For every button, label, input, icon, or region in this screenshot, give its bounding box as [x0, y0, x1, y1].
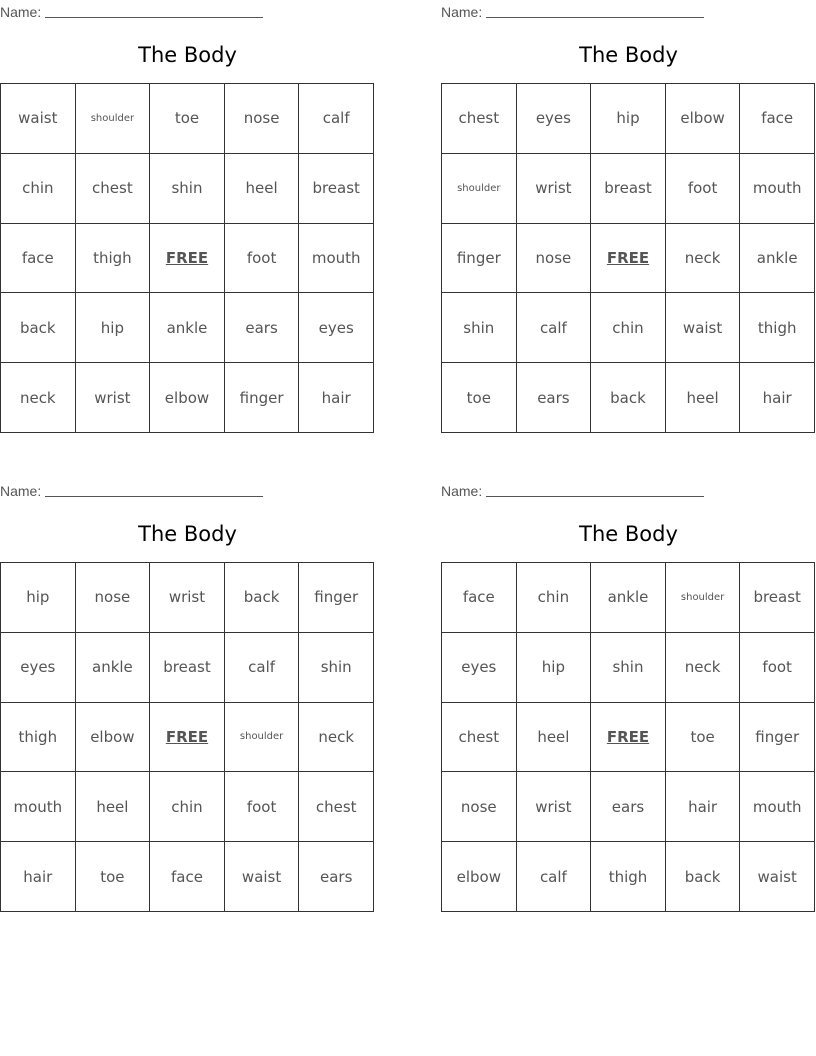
bingo-cell[interactable]: chest	[299, 772, 374, 842]
bingo-cell[interactable]: elbow	[666, 84, 741, 154]
bingo-cell[interactable]: face	[1, 224, 76, 294]
name-field	[441, 481, 704, 499]
bingo-cell[interactable]: thigh	[76, 224, 151, 294]
bingo-cell[interactable]: ankle	[150, 293, 225, 363]
card-title: The Body	[138, 522, 237, 546]
bingo-cell[interactable]: hip	[591, 84, 666, 154]
name-blank-line[interactable]	[486, 484, 704, 497]
bingo-cell[interactable]: neck	[1, 363, 76, 433]
bingo-cell[interactable]: heel	[225, 154, 300, 224]
bingo-cell[interactable]: shoulder	[442, 154, 517, 224]
bingo-cell[interactable]: hair	[299, 363, 374, 433]
bingo-cell[interactable]: nose	[225, 84, 300, 154]
bingo-cell[interactable]: heel	[76, 772, 151, 842]
bingo-cell[interactable]: breast	[150, 633, 225, 703]
bingo-grid	[441, 83, 815, 433]
bingo-card-4	[441, 479, 816, 919]
bingo-cell[interactable]: wrist	[150, 563, 225, 633]
bingo-cell[interactable]: shoulder	[76, 84, 151, 154]
bingo-cell[interactable]: foot	[225, 224, 300, 294]
bingo-cell[interactable]: wrist	[517, 154, 592, 224]
bingo-cell[interactable]: finger	[299, 563, 374, 633]
bingo-cell[interactable]: chin	[150, 772, 225, 842]
bingo-cell[interactable]: chin	[517, 563, 592, 633]
bingo-cell[interactable]: breast	[591, 154, 666, 224]
bingo-cell[interactable]: chest	[442, 84, 517, 154]
card-title: The Body	[138, 43, 237, 67]
bingo-cell[interactable]: mouth	[1, 772, 76, 842]
name-label: Name:	[0, 483, 42, 499]
bingo-cell[interactable]: wrist	[517, 772, 592, 842]
bingo-cell[interactable]: hip	[1, 563, 76, 633]
bingo-cell[interactable]: FREE	[150, 224, 225, 294]
bingo-cell[interactable]: ankle	[76, 633, 151, 703]
bingo-cell[interactable]: nose	[76, 563, 151, 633]
bingo-cell[interactable]: shin	[442, 293, 517, 363]
bingo-cell[interactable]: back	[1, 293, 76, 363]
card-title: The Body	[579, 522, 678, 546]
bingo-cell[interactable]: calf	[225, 633, 300, 703]
bingo-cell[interactable]: eyes	[442, 633, 517, 703]
bingo-cell[interactable]: hip	[517, 633, 592, 703]
bingo-cell[interactable]: thigh	[1, 703, 76, 773]
bingo-cell[interactable]: FREE	[591, 703, 666, 773]
bingo-cell[interactable]: elbow	[442, 842, 517, 912]
bingo-cell[interactable]: ears	[591, 772, 666, 842]
bingo-cell[interactable]: mouth	[740, 772, 815, 842]
bingo-cell[interactable]: hair	[666, 772, 741, 842]
bingo-cell[interactable]: hip	[76, 293, 151, 363]
bingo-grid	[0, 83, 374, 433]
bingo-cell[interactable]: hair	[1, 842, 76, 912]
bingo-cell[interactable]: toe	[150, 84, 225, 154]
bingo-cell[interactable]: calf	[517, 842, 592, 912]
name-blank-line[interactable]	[45, 5, 263, 18]
bingo-card-3	[0, 479, 375, 919]
bingo-cell[interactable]: toe	[76, 842, 151, 912]
name-field	[0, 481, 263, 499]
bingo-cell[interactable]: chest	[76, 154, 151, 224]
bingo-cell[interactable]: ankle	[591, 563, 666, 633]
bingo-cell[interactable]: face	[442, 563, 517, 633]
bingo-cell[interactable]: eyes	[299, 293, 374, 363]
bingo-cell[interactable]: chin	[591, 293, 666, 363]
bingo-grid	[441, 562, 815, 912]
bingo-cell[interactable]: finger	[442, 224, 517, 294]
bingo-cell[interactable]: nose	[442, 772, 517, 842]
bingo-cell[interactable]: waist	[1, 84, 76, 154]
name-field	[0, 2, 263, 20]
bingo-cell[interactable]: shoulder	[225, 703, 300, 773]
bingo-cell[interactable]: toe	[442, 363, 517, 433]
bingo-cell[interactable]: finger	[740, 703, 815, 773]
bingo-cell[interactable]: shin	[150, 154, 225, 224]
bingo-cell[interactable]: eyes	[517, 84, 592, 154]
bingo-cell[interactable]: shin	[591, 633, 666, 703]
bingo-cell[interactable]: calf	[517, 293, 592, 363]
name-field	[441, 2, 704, 20]
bingo-cell[interactable]: thigh	[591, 842, 666, 912]
bingo-cell[interactable]: foot	[225, 772, 300, 842]
bingo-cell[interactable]: breast	[299, 154, 374, 224]
bingo-cell[interactable]: neck	[666, 224, 741, 294]
bingo-cell[interactable]: hair	[740, 363, 815, 433]
bingo-card-2	[441, 0, 816, 440]
name-blank-line[interactable]	[486, 5, 704, 18]
bingo-cell[interactable]: ears	[299, 842, 374, 912]
bingo-cell[interactable]: shoulder	[666, 563, 741, 633]
bingo-cell[interactable]: chest	[442, 703, 517, 773]
name-blank-line[interactable]	[45, 484, 263, 497]
bingo-cell[interactable]: back	[225, 563, 300, 633]
bingo-card-1	[0, 0, 375, 440]
bingo-cell[interactable]: heel	[666, 363, 741, 433]
bingo-cell[interactable]: mouth	[740, 154, 815, 224]
bingo-cell[interactable]: back	[591, 363, 666, 433]
bingo-cell[interactable]: wrist	[76, 363, 151, 433]
bingo-cell[interactable]: nose	[517, 224, 592, 294]
bingo-cell[interactable]: face	[150, 842, 225, 912]
bingo-cell[interactable]: breast	[740, 563, 815, 633]
bingo-cell[interactable]: heel	[517, 703, 592, 773]
bingo-cell[interactable]: waist	[225, 842, 300, 912]
bingo-grid	[0, 562, 374, 912]
bingo-cell[interactable]: shin	[299, 633, 374, 703]
bingo-cell[interactable]: chin	[1, 154, 76, 224]
bingo-cell[interactable]: neck	[299, 703, 374, 773]
card-title: The Body	[579, 43, 678, 67]
bingo-cell[interactable]: thigh	[740, 293, 815, 363]
bingo-cell[interactable]: eyes	[1, 633, 76, 703]
bingo-cell[interactable]: neck	[666, 633, 741, 703]
bingo-cell[interactable]: foot	[740, 633, 815, 703]
bingo-cell[interactable]: FREE	[150, 703, 225, 773]
name-label: Name:	[0, 4, 42, 20]
bingo-cell[interactable]: foot	[666, 154, 741, 224]
bingo-cell[interactable]: calf	[299, 84, 374, 154]
bingo-cell[interactable]: finger	[225, 363, 300, 433]
bingo-cell[interactable]: toe	[666, 703, 741, 773]
bingo-cell[interactable]: mouth	[299, 224, 374, 294]
name-label: Name:	[441, 4, 483, 20]
bingo-cell[interactable]: back	[666, 842, 741, 912]
bingo-cell[interactable]: ears	[517, 363, 592, 433]
bingo-cell[interactable]: elbow	[76, 703, 151, 773]
bingo-cell[interactable]: waist	[740, 842, 815, 912]
bingo-cell[interactable]: ears	[225, 293, 300, 363]
bingo-cell[interactable]: ankle	[740, 224, 815, 294]
bingo-cell[interactable]: FREE	[591, 224, 666, 294]
bingo-cell[interactable]: elbow	[150, 363, 225, 433]
name-label: Name:	[441, 483, 483, 499]
bingo-cell[interactable]: waist	[666, 293, 741, 363]
bingo-cell[interactable]: face	[740, 84, 815, 154]
